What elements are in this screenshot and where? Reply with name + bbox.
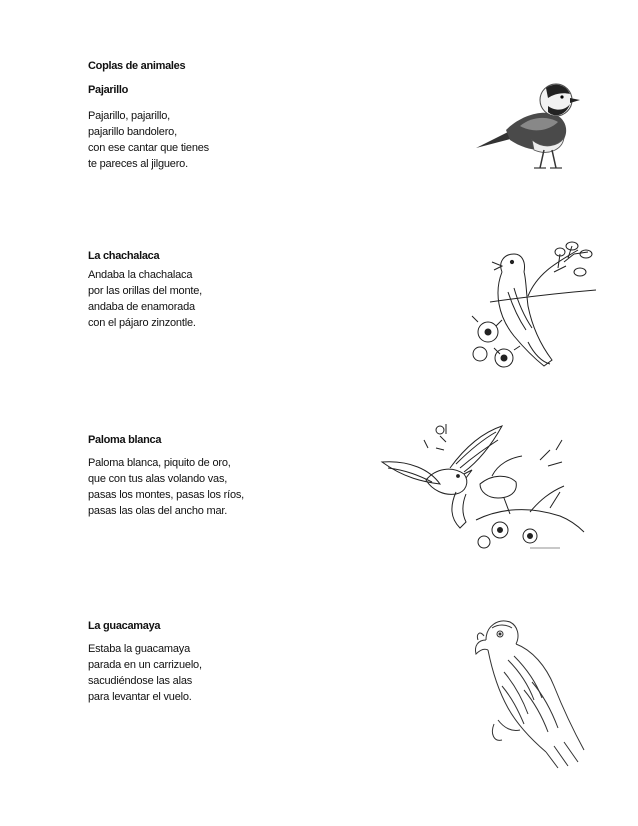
poem-line: te pareces al jilguero. [88,158,188,170]
poem-title-chachalaca: La chachalaca [88,250,160,262]
poem-line: pasas las olas del ancho mar. [88,505,228,517]
poem-title-guacamaya: La guacamaya [88,620,161,632]
poem-line: con el pájaro zinzontle. [88,317,196,329]
poem-title-pajarillo: Pajarillo [88,84,129,96]
poem-text-chachalaca [88,267,202,331]
poem-line: pasas los montes, pasas los ríos, [88,489,245,501]
poem-line: andaba de enamorada [88,301,195,313]
poem-line: para levantar el vuelo. [88,691,192,703]
poem-line: por las orillas del monte, [88,285,203,297]
poem-text-pajarillo [88,108,209,172]
poem-line: sacudiéndose las alas [88,675,193,687]
poem-line: con ese cantar que tienes [88,142,209,154]
macaw-illustration-icon [468,610,588,770]
poem-title-paloma: Paloma blanca [88,434,162,446]
poem-line: Andaba la chachalaca [88,269,193,281]
wagtail-illustration-icon [470,60,600,180]
poem-line: Pajarillo, pajarillo, [88,110,171,122]
doves-illustration-icon [380,420,586,560]
poem-line: que con tus alas volando vas, [88,473,228,485]
poem-line: pajarillo bandolero, [88,126,177,138]
poem-line: Paloma blanca, piquito de oro, [88,457,231,469]
poem-text-paloma [88,455,244,519]
poem-text-guacamaya [88,641,202,705]
chachalaca-illustration-icon [468,232,600,380]
poem-line: parada en un carrizuelo, [88,659,202,671]
poem-line: Estaba la guacamaya [88,643,190,655]
document-title: Coplas de animales [88,60,186,72]
